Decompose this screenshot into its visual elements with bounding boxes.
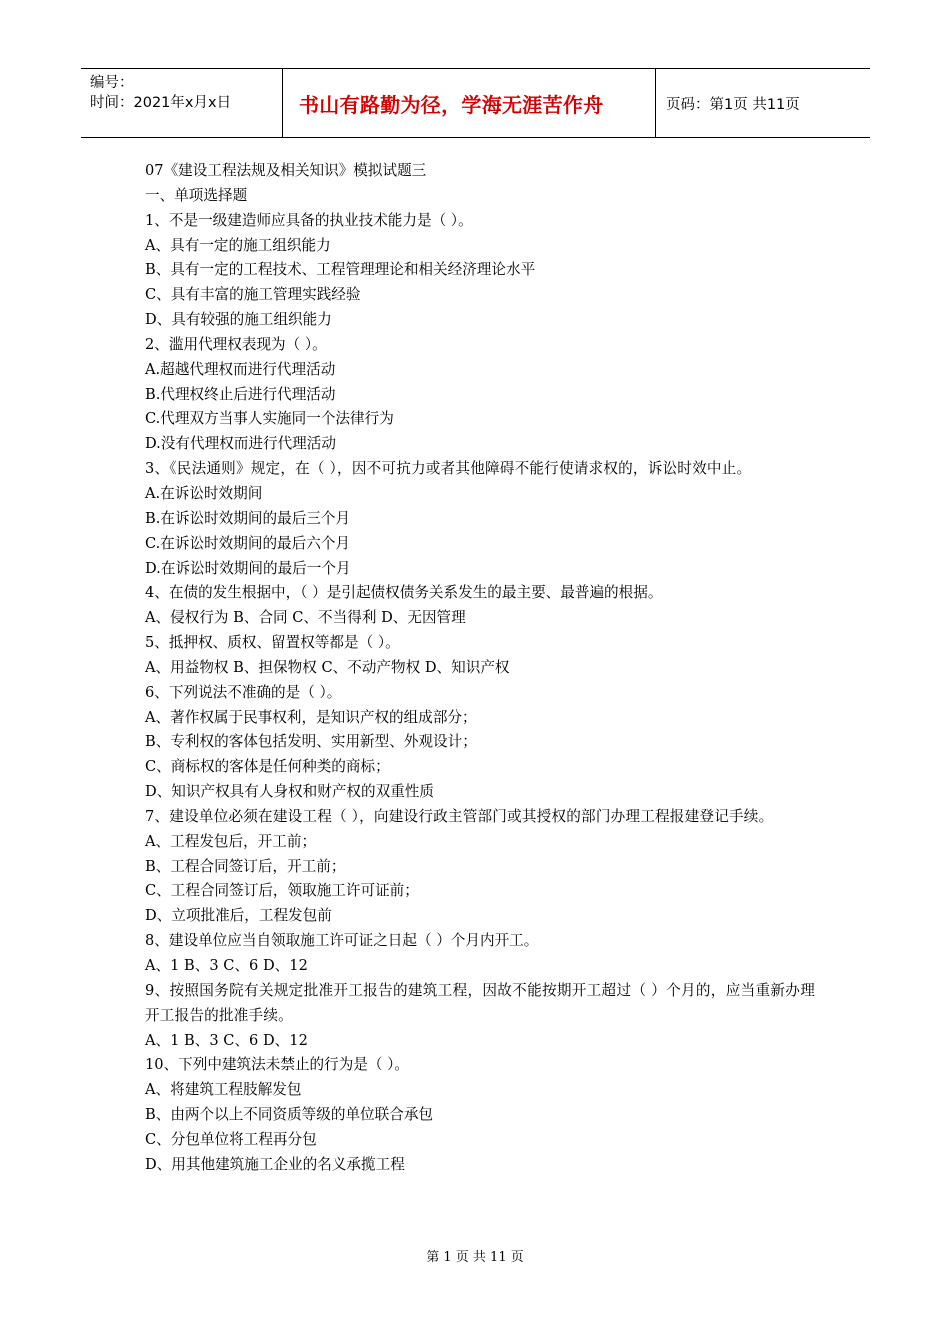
- question-line: 6、下列说法不准确的是（ ）。: [145, 683, 342, 701]
- option-line: B、具有一定的工程技术、工程管理理论和相关经济理论水平: [145, 261, 536, 279]
- document-number-label: 编号：: [90, 75, 134, 91]
- header-motto: 书山有路勤为径，学海无涯苦作舟: [299, 92, 604, 117]
- option-line: C、商标权的客体是任何种类的商标；: [145, 758, 390, 776]
- option-line: D、知识产权具有人身权和财产权的双重性质: [145, 783, 434, 801]
- option-line: D、用其他建筑施工企业的名义承揽工程: [145, 1155, 405, 1173]
- question-line: 8、建设单位应当自领取施工许可证之日起（ ）个月内开工。: [145, 932, 539, 950]
- question-line: 9、按照国务院有关规定批准开工报告的建筑工程，因故不能按期开工超过（ ）个月的，应当重新办理开工报告的批准手续。: [145, 981, 815, 1024]
- option-line: A、著作权属于民事权利，是知识产权的组成部分；: [145, 708, 477, 726]
- question-line: 10、下列中建筑法未禁止的行为是（ ）。: [145, 1056, 410, 1074]
- option-line: A、1 B、3 C、6 D、12: [145, 957, 308, 974]
- question-line: 2、滥用代理权表现为（ ）。: [145, 335, 327, 353]
- option-line: A、用益物权 B、担保物权 C、不动产物权 D、知识产权: [145, 658, 510, 676]
- option-line: A、将建筑工程肢解发包: [145, 1081, 302, 1099]
- option-line: C、具有丰富的施工管理实践经验: [145, 286, 361, 304]
- option-line: B.代理权终止后进行代理活动: [145, 385, 336, 403]
- document-title: 07《建设工程法规及相关知识》模拟试题三: [145, 162, 427, 179]
- document-date-label: 时间：2021年x月x日: [90, 95, 232, 111]
- option-line: C、分包单位将工程再分包: [145, 1130, 317, 1148]
- option-line: B.在诉讼时效期间的最后三个月: [145, 509, 351, 527]
- section-heading: 一、单项选择题: [145, 186, 248, 204]
- question-line: 4、在债的发生根据中，（ ）是引起债权债务关系发生的最主要、最普遍的根据。: [145, 584, 663, 602]
- document-body: [145, 159, 815, 1178]
- option-line: A.在诉讼时效期间: [145, 484, 263, 502]
- header-meta: [81, 69, 283, 137]
- option-line: C、工程合同签订后，领取施工许可证前；: [145, 882, 419, 900]
- option-line: A、侵权行为 B、合同 C、不当得利 D、无因管理: [145, 609, 466, 627]
- option-line: B、专利权的客体包括发明、实用新型、外观设计；: [145, 733, 477, 751]
- page-footer: 第 1 页 共 11 页: [426, 1250, 524, 1265]
- option-line: A.超越代理权而进行代理活动: [145, 360, 336, 378]
- option-line: A、1 B、3 C、6 D、12: [145, 1031, 308, 1049]
- header-page-info: 页码：第1页 共11页: [666, 96, 800, 113]
- option-line: A、具有一定的施工组织能力: [145, 236, 331, 254]
- page-header: [81, 68, 870, 138]
- question-line: 5、抵押权、质权、留置权等都是（ ）。: [145, 634, 400, 652]
- question-line: 3、《民法通则》规定，在（ ），因不可抗力或者其他障碍不能行使请求权的，诉讼时效中止。: [145, 460, 752, 478]
- option-line: D.在诉讼时效期间的最后一个月: [145, 559, 351, 577]
- option-line: D、立项批准后，工程发包前: [145, 907, 332, 925]
- option-line: B、由两个以上不同资质等级的单位联合承包: [145, 1106, 434, 1124]
- option-line: C.在诉讼时效期间的最后六个月: [145, 534, 351, 552]
- question-line: 1、不是一级建造师应具备的执业技术能力是（ ）。: [145, 211, 473, 229]
- header-motto-cell: [283, 69, 656, 137]
- option-line: A、工程发包后，开工前；: [145, 832, 317, 850]
- option-line: D、具有较强的施工组织能力: [145, 311, 332, 329]
- option-line: D.没有代理权而进行代理活动: [145, 435, 336, 453]
- question-line: 7、建设单位必须在建设工程（ ），向建设行政主管部门或其授权的部门办理工程报建登记手续。: [145, 807, 774, 825]
- option-line: B、工程合同签订后，开工前；: [145, 857, 346, 875]
- option-line: C.代理双方当事人实施同一个法律行为: [145, 410, 394, 428]
